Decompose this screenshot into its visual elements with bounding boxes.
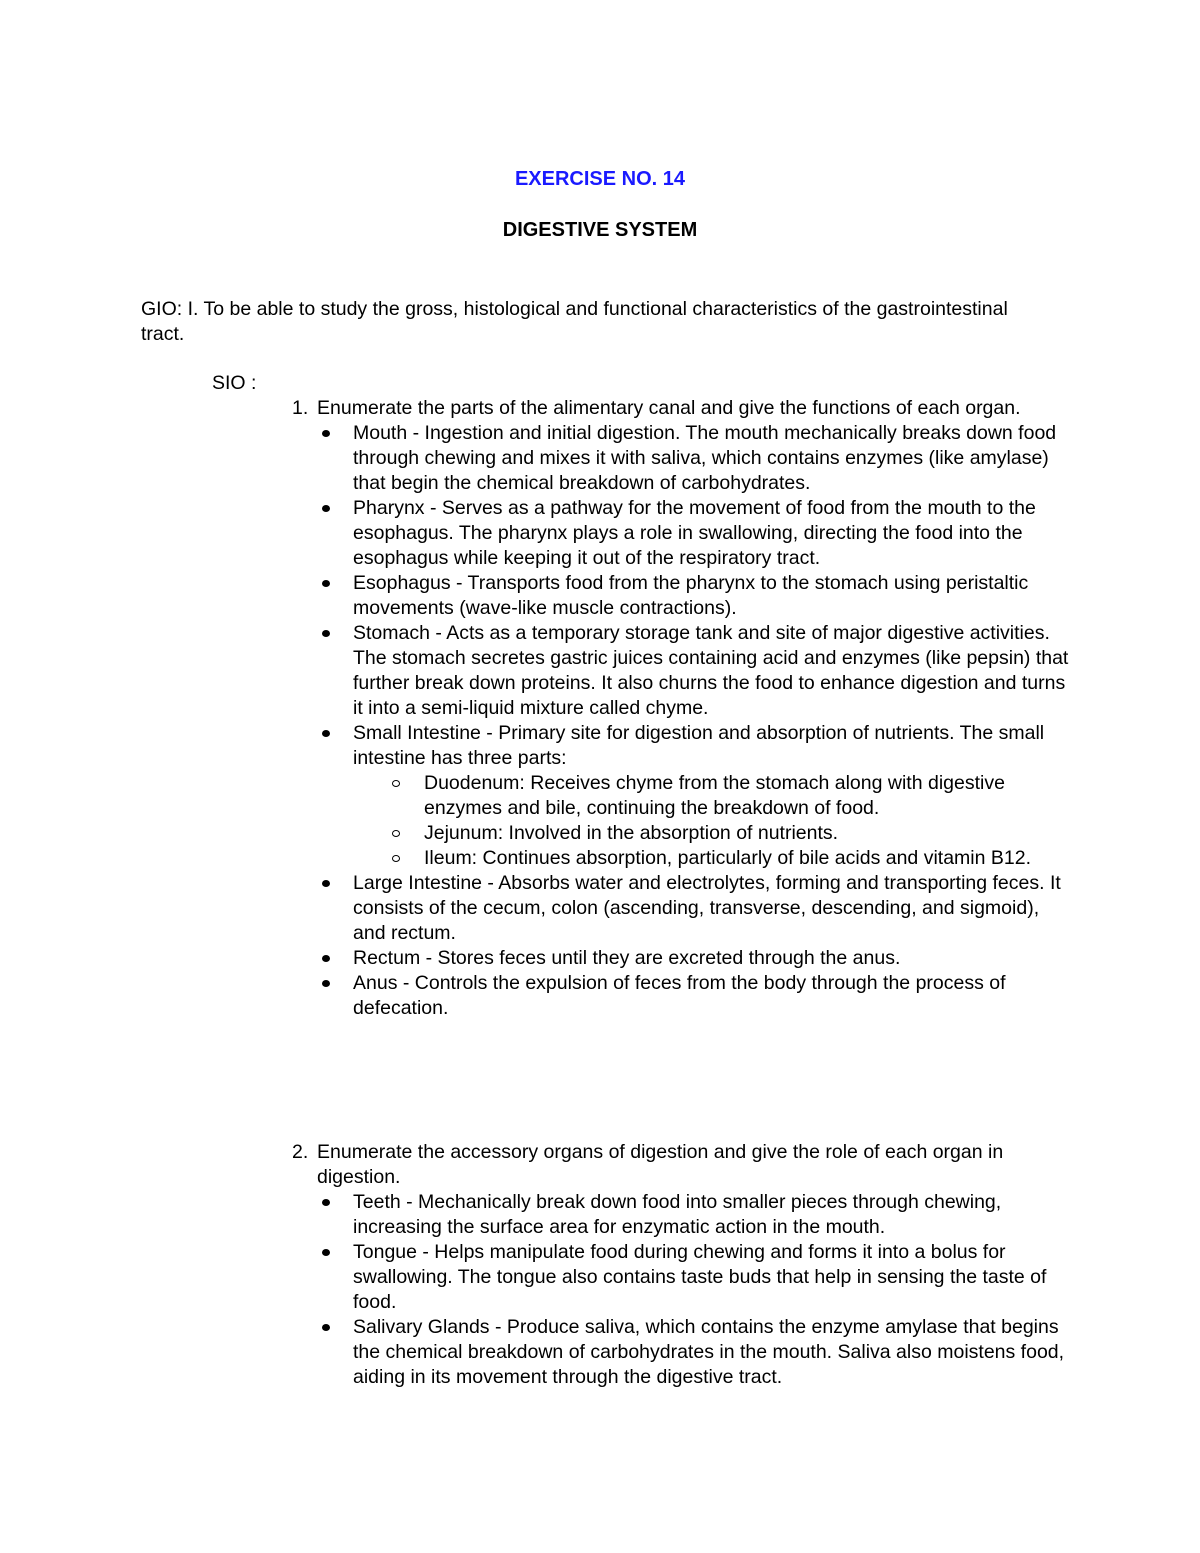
bullet-icon [322, 1324, 330, 1331]
list-item-text: Tongue - Helps manipulate food during chewing and forms it into a bolus for swallowing. The tongue also contains taste buds that help in sensing the taste of food. [353, 1241, 1047, 1313]
list-item [317, 1315, 1072, 1390]
small-intestine-parts-list [388, 771, 1072, 871]
bullet-icon [322, 505, 330, 512]
bullet-icon [322, 730, 330, 737]
sio-item-text: Enumerate the accessory organs of digestion and give the role of each organ in digestion. [317, 1141, 1004, 1188]
list-item [317, 871, 1072, 946]
hollow-bullet-icon [392, 855, 400, 862]
list-item [317, 971, 1072, 1021]
bullet-icon [322, 1249, 330, 1256]
bullet-icon [322, 1199, 330, 1206]
sub-list-item [388, 846, 1072, 871]
list-item-text: Salivary Glands - Produce saliva, which contains the enzyme amylase that begins the chemical breakdown of carbohydrates in the mouth. Saliva also moistens food, aiding in its movement through the digestive tract. [353, 1316, 1065, 1388]
sio-item-text: Enumerate the parts of the alimentary canal and give the functions of each organ. [317, 397, 1021, 419]
gio-statement: GIO: I. To be able to study the gross, histological and functional characteristics of the gastrointestinal tract. [141, 298, 1008, 345]
list-item-text: Rectum - Stores feces until they are excreted through the anus. [353, 947, 901, 969]
bullet-icon [322, 955, 330, 962]
bullet-icon [322, 430, 330, 437]
bullet-icon [322, 580, 330, 587]
list-item-text: Anus - Controls the expulsion of feces from the body through the process of defecation. [353, 972, 1006, 1019]
sub-list-item [388, 771, 1072, 821]
sio-item-number: 1. [292, 397, 309, 419]
list-item [317, 721, 1072, 871]
list-item-text: Pharynx - Serves as a pathway for the movement of food from the mouth to the esophagus. The pharynx plays a role in swallowing, directing the food into the esophagus while keeping it out of the respiratory tract. [353, 497, 1036, 569]
sio-item-number: 2. [292, 1141, 309, 1163]
sub-list-item-text: Ileum: Continues absorption, particularly of bile acids and vitamin B12. [424, 847, 1031, 869]
hollow-bullet-icon [392, 780, 400, 787]
list-item [317, 421, 1072, 496]
sio-item-2 [292, 1140, 1072, 1390]
list-item [317, 1240, 1072, 1315]
bullet-icon [322, 980, 330, 987]
alimentary-canal-list [317, 421, 1072, 1021]
sub-list-item-text: Jejunum: Involved in the absorption of nutrients. [424, 822, 839, 844]
list-item [317, 946, 1072, 971]
accessory-organs-list [317, 1190, 1072, 1390]
bullet-icon [322, 880, 330, 887]
list-item-text: Teeth - Mechanically break down food into smaller pieces through chewing, increasing the surface area for enzymatic action in the mouth. [353, 1191, 1002, 1238]
hollow-bullet-icon [392, 830, 400, 837]
list-item [317, 571, 1072, 621]
list-item [317, 496, 1072, 571]
bullet-icon [322, 630, 330, 637]
list-item-text: Stomach - Acts as a temporary storage tank and site of major digestive activities. The stomach secretes gastric juices containing acid and enzymes (like pepsin) that further break down proteins. It also churns the food to enhance digestion and turns it into a semi-liquid mixture called chyme. [353, 622, 1069, 719]
exercise-title: EXERCISE NO. 14 [514, 168, 686, 190]
list-item-text: Esophagus - Transports food from the pharynx to the stomach using peristaltic movements (wave-like muscle contractions). [353, 572, 1029, 619]
list-item-text: Small Intestine - Primary site for digestion and absorption of nutrients. The small intestine has three parts: [353, 722, 1045, 769]
sub-list-item [388, 821, 1072, 846]
list-item-text: Large Intestine - Absorbs water and electrolytes, forming and transporting feces. It consists of the cecum, colon (ascending, transverse, descending, and sigmoid), and rectum. [353, 872, 1061, 944]
list-item [317, 1190, 1072, 1240]
list-item [317, 621, 1072, 721]
sub-list-item-text: Duodenum: Receives chyme from the stomach along with digestive enzymes and bile, continuing the breakdown of food. [424, 772, 1005, 819]
list-item-text: Mouth - Ingestion and initial digestion. The mouth mechanically breaks down food through chewing and mixes it with saliva, which contains enzymes (like amylase) that begin the chemical breakdown of carbohydrates. [353, 422, 1057, 494]
sio-item-1 [292, 396, 1072, 1021]
sio-label: SIO : [212, 372, 257, 394]
document-subtitle: DIGESTIVE SYSTEM [502, 219, 698, 241]
